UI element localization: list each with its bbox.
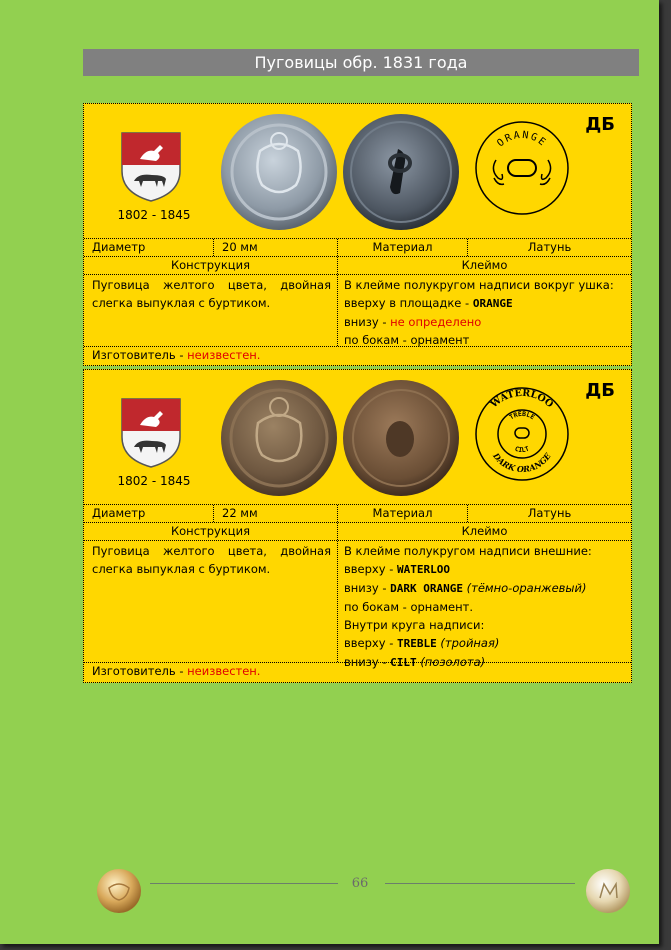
material-value: Латунь (527, 240, 572, 254)
button-card-2 (83, 369, 632, 683)
manufacturer-code: ДБ (585, 114, 615, 135)
card-header (84, 370, 631, 505)
material-label: Материал (338, 505, 468, 522)
diameter-value: 22 мм (214, 505, 338, 522)
diameter-label: Диаметр (84, 505, 214, 522)
material-label: Материал (338, 239, 468, 256)
button-back-photo (342, 379, 460, 497)
construction-text: Пуговица желтого цвета, двойная слегка выпуклая с буртиком. (84, 541, 338, 662)
button-front-photo (220, 113, 338, 231)
construction-header: Конструкция (84, 523, 338, 540)
svg-text:CILT: CILT (513, 444, 531, 455)
specs-row (84, 505, 631, 523)
stamp-line: Внутри круга надписи: (344, 618, 485, 632)
years-range: 1802 - 1845 (117, 208, 191, 222)
coat-of-arms-icon (120, 397, 182, 469)
construction-header: Конструкция (84, 257, 338, 274)
stamp-text (338, 541, 631, 669)
stamp-line: В клейме полукругом надписи внешние: (344, 544, 592, 558)
diameter-value: 20 мм (214, 239, 338, 256)
manufacturer-code: ДБ (585, 380, 615, 401)
card-header (84, 104, 631, 239)
stamp-header: Клеймо (461, 258, 508, 272)
stamp-line: вверху - WATERLOO (344, 562, 450, 576)
svg-text:TREBLE: TREBLE (507, 409, 537, 422)
stamp-header: Клеймо (461, 524, 508, 538)
manufacturer-row: Изготовитель - неизвестен. (92, 664, 261, 678)
svg-text:WATERLOO: WATERLOO (488, 387, 556, 411)
svg-text:DARK ORANGE: DARK ORANGE (491, 450, 553, 475)
footer-emblem-right (585, 868, 631, 914)
stamp-line: по бокам - орнамент (344, 333, 470, 347)
page-number: 66 (351, 876, 369, 891)
footer-divider (385, 883, 575, 884)
description-body (84, 541, 631, 669)
specs-row (84, 239, 631, 257)
diameter-label: Диаметр (84, 239, 214, 256)
stamp-line: вверху - TREBLE (тройная) (344, 636, 500, 650)
stamp-line: внизу - не определено (344, 315, 482, 329)
manufacturer-row: Изготовитель - неизвестен. (92, 348, 261, 362)
stamp-line: вверху в площадке - ORANGE (344, 296, 513, 310)
button-front-photo (220, 379, 338, 497)
footer-emblem-left (96, 868, 142, 914)
description-body (84, 275, 631, 347)
page-title: Пуговицы обр. 1831 года (83, 49, 639, 76)
stamp-drawing (474, 120, 570, 216)
stamp-line: по бокам - орнамент. (344, 600, 473, 614)
stamp-line: В клейме полукругом надписи вокруг ушка: (344, 278, 614, 292)
material-value: Латунь (527, 506, 572, 520)
construction-text: Пуговица желтого цвета, двойная слегка выпуклая с буртиком. (84, 275, 338, 346)
button-card-1 (83, 103, 632, 366)
stamp-line: внизу - DARK ORANGE (тёмно-оранжевый) (344, 581, 587, 595)
stamp-text (338, 275, 631, 346)
button-back-photo (342, 113, 460, 231)
stamp-line: внизу - CILT (позолота) (344, 655, 486, 669)
section-headers (84, 257, 631, 275)
section-headers (84, 523, 631, 541)
footer-divider (150, 883, 338, 884)
coat-of-arms-icon (120, 131, 182, 203)
svg-text:ORANGE: ORANGE (495, 129, 549, 150)
stamp-drawing (474, 386, 570, 482)
years-range: 1802 - 1845 (117, 474, 191, 488)
